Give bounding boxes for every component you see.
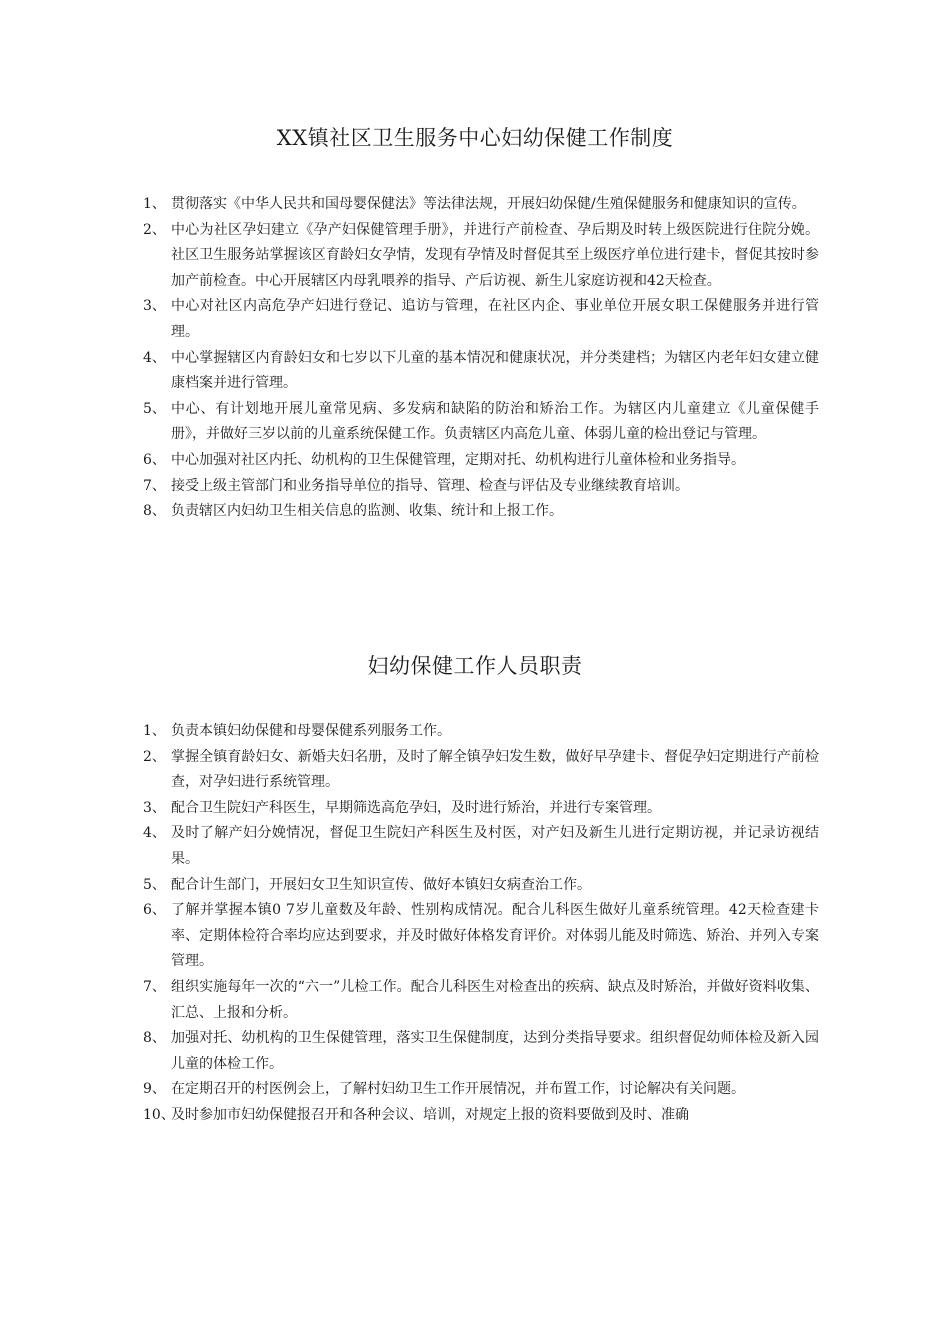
item-number: 6、	[143, 451, 166, 468]
list-item	[143, 898, 819, 975]
item-text: 在定期召开的村医例会上，了解村妇幼卫生工作开展情况，并布置工作，讨论解决有关问题。	[171, 1081, 745, 1098]
item-text: 中心为社区孕妇建立《孕产妇保健管理手册》，并进行产前检查、孕后期及时转上级医院进行住院分娩。社区卫生服务站掌握该区育龄妇女孕情，发现有孕情及时督促其至上级医疗单位进行建卡，督促其按时参加产前检查。中心开展辖区内母乳喂养的指导、产后访视、新生儿家庭访视和42天检查。	[171, 221, 819, 289]
item-text: 中心、有计划地开展儿童常见病、多发病和缺陷的防治和矫治工作。为辖区内儿童建立《儿童保健手册》，并做好三岁以前的儿童系统保健工作。负责辖区内高危儿童、体弱儿童的检出登记与管理。	[171, 400, 819, 443]
item-number: 8、	[143, 1030, 166, 1047]
item-text: 加强对托、幼机构的卫生保健管理，落实卫生保健制度，达到分类指导要求。组织督促幼师体检及新入园儿童的体检工作。	[171, 1030, 819, 1072]
item-number: 6、	[143, 902, 166, 919]
list-item	[143, 192, 819, 218]
list-item	[143, 218, 819, 295]
list-item	[143, 1103, 819, 1129]
list-item	[143, 745, 819, 796]
item-number: 10、	[143, 1106, 175, 1123]
list-item	[143, 821, 819, 872]
list-item	[143, 1026, 819, 1077]
item-number: 9、	[143, 1081, 166, 1098]
list-item	[143, 346, 819, 397]
item-number: 4、	[143, 349, 166, 366]
item-number: 5、	[143, 876, 166, 893]
list-item	[143, 975, 819, 1026]
item-text: 负责辖区内妇幼卫生相关信息的监测、收集、统计和上报工作。	[171, 503, 563, 520]
item-text: 配合计生部门，开展妇女卫生知识宣传、做好本镇妇女病查治工作。	[171, 876, 591, 893]
item-text: 中心加强对社区内托、幼机构的卫生保健管理，定期对托、幼机构进行儿童体检和业务指导。	[171, 451, 745, 468]
list-item	[143, 294, 819, 345]
item-number: 2、	[143, 221, 166, 238]
item-number: 1、	[143, 723, 166, 739]
list-item	[143, 873, 819, 899]
item-number: 3、	[143, 799, 166, 816]
section-title: 妇幼保健工作人员职责	[367, 654, 583, 678]
item-text: 贯彻落实《中华人民共和国母婴保健法》等法律法规，开展妇幼保健/生殖保健服务和健康知识的宣传。	[171, 196, 806, 212]
list-item	[143, 1077, 819, 1103]
document-title: XX镇社区卫生服务中心妇幼保健工作制度	[276, 126, 674, 150]
item-number: 8、	[143, 503, 166, 520]
item-number: 4、	[143, 825, 166, 842]
item-text: 接受上级主管部门和业务指导单位的指导、管理、检查与评估及专业继续教育培训。	[171, 477, 689, 494]
list-item	[143, 719, 819, 745]
item-number: 2、	[143, 748, 166, 765]
item-text: 配合卫生院妇产科医生，早期筛选高危孕妇，及时进行矫治，并进行专案管理。	[171, 799, 661, 816]
rules-list	[143, 192, 819, 525]
item-text: 中心对社区内高危孕产妇进行登记、追访与管理，在社区内企、事业单位开展女职工保健服务并进行管理。	[171, 298, 819, 340]
list-item	[143, 448, 819, 474]
list-item	[143, 474, 819, 500]
item-text: 及时参加市妇幼保健报召开和各种会议、培训，对规定上报的资料要做到及时、准确	[171, 1106, 689, 1123]
duties-list	[143, 719, 819, 1129]
item-text: 负责本镇妇幼保健和母婴保健系列服务工作。	[171, 723, 451, 739]
item-number: 3、	[143, 298, 166, 315]
item-text: 了解并掌握本镇0 7岁儿童数及年龄、性别构成情况。配合儿科医生做好儿童系统管理。42天检查建卡率、定期体检符合率均应达到要求，并及时做好体格发育评价。对体弱儿能及时筛选、矫治、并列入专案管理。	[171, 902, 819, 970]
item-text: 组织实施每年一次的“六一”儿检工作。配合儿科医生对检查出的疾病、缺点及时矫治，并做好资料收集、汇总、上报和分析。	[171, 978, 819, 1021]
item-number: 7、	[143, 978, 166, 995]
item-text: 及时了解产妇分娩情况，督促卫生院妇产科医生及村医，对产妇及新生儿进行定期访视，并记录访视结果。	[171, 825, 819, 867]
list-item	[143, 796, 819, 822]
list-item	[143, 499, 819, 525]
item-number: 5、	[143, 400, 166, 417]
item-text: 掌握全镇育龄妇女、新婚夫妇名册，及时了解全镇孕妇发生数，做好早孕建卡、督促孕妇定期进行产前检查，对孕妇进行系统管理。	[171, 748, 819, 791]
item-number: 1、	[143, 196, 166, 212]
list-item	[143, 397, 819, 448]
item-text: 中心掌握辖区内育龄妇女和七岁以下儿童的基本情况和健康状况，并分类建档；为辖区内老年妇女建立健康档案并进行管理。	[171, 349, 819, 392]
item-number: 7、	[143, 477, 166, 494]
